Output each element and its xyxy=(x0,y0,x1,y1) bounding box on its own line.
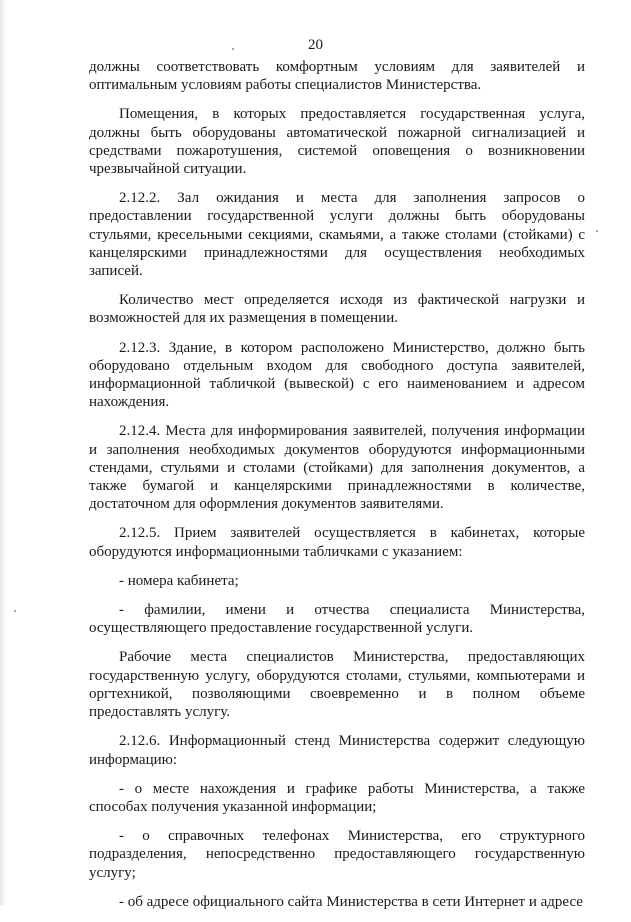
list-item: - фамилии, имени и отчества специалиста Министерства, осуществляющего предоставление государственной услуги. xyxy=(89,602,585,637)
paragraph: 2.12.4. Места для информирования заявителей, получения информации и заполнения необходимых документов оборудуются информационными стендами, стульями и столами (стойками) для заполнения документов, а также бумагой и канцелярскими принадлежностями в количестве, достаточном для оформления документов заявителями. xyxy=(89,423,585,513)
paragraph: 2.12.6. Информационный стенд Министерства содержит следующую информацию: xyxy=(89,733,585,768)
paragraph: Рабочие места специалистов Министерства, предоставляющих государственную услугу, оборудуются столами, стульями, компьютерами и оргтехникой, позволяющими своевременно и в полном объеме предоставлять услугу. xyxy=(89,649,585,721)
list-item: - о справочных телефонах Министерства, его структурного подразделения, непосредственно предоставляющего государственную услугу; xyxy=(89,828,585,881)
scan-shadow-edge xyxy=(0,0,6,905)
scan-speck xyxy=(14,610,16,612)
page-number: 20 xyxy=(308,37,323,53)
list-item: - об адресе официального сайта Министерства в сети Интернет и адресе xyxy=(119,893,583,910)
paragraph: Помещения, в которых предоставляется государственная услуга, должны быть оборудованы автоматической пожарной сигнализацией и средствами пожаротушения, системой оповещения о возникновении чрезвычайной ситуации. xyxy=(89,106,585,178)
scan-speck xyxy=(596,230,598,232)
document-body xyxy=(89,58,585,922)
paragraph: должны соответствовать комфортным условиям для заявителей и оптимальным условиям работы специалистов Министерства. xyxy=(89,59,585,94)
paragraph: 2.12.5. Прием заявителей осуществляется в кабинетах, которые оборудуются информационными табличками с указанием: xyxy=(89,525,585,560)
list-item: - о месте нахождения и графике работы Министерства, а также способах получения указанной информации; xyxy=(89,780,585,815)
paragraph: 2.12.3. Здание, в котором расположено Министерство, должно быть оборудовано отдельным входом для свободного доступа заявителей, информационной табличкой (вывеской) с его наименованием и адресом нахождения. xyxy=(89,339,585,411)
paragraph: 2.12.2. Зал ожидания и места для заполнения запросов о предоставлении государственной услуги должны быть оборудованы стульями, кресельными секциями, скамьями, а также столами (стойками) с канцелярскими принадлежностями для осуществления необходимых записей. xyxy=(89,190,585,280)
list-item: - номера кабинета; xyxy=(119,572,239,589)
paragraph: Количество мест определяется исходя из фактической нагрузки и возможностей для их размещения в помещении. xyxy=(89,292,585,327)
